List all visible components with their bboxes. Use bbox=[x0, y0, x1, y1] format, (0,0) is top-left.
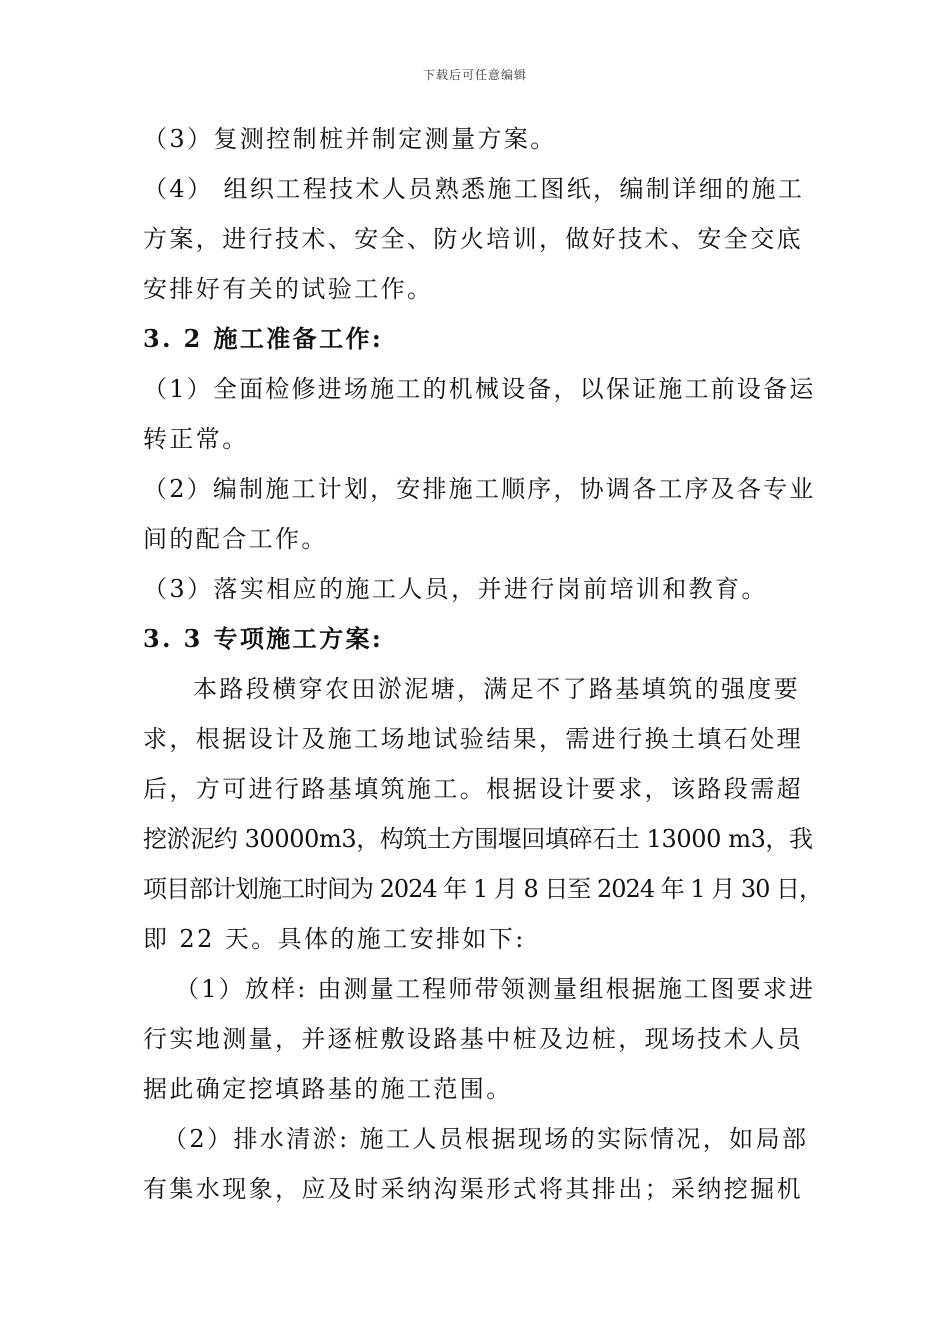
step-2-line-1: （2）排水清淤: 施工人员根据现场的实际情况，如局部 bbox=[163, 1125, 809, 1153]
section-3-2-heading: 3. 2 施工准备工作: bbox=[143, 324, 384, 353]
plan-paragraph-line-1: 本路段横穿农田淤泥塘，满足不了路基填筑的强度要 bbox=[193, 675, 801, 703]
prep-item-1-line-2: 转正常。 bbox=[143, 425, 249, 453]
prep-item-2-line-1: （2）编制施工计划，安排施工顺序，协调各工序及各专业 bbox=[143, 475, 816, 503]
plan-paragraph-line-2: 求，根据设计及施工场地试验结果，需进行换土填石处理 bbox=[143, 725, 803, 753]
item-3-survey: （3）复测控制桩并制定测量方案。 bbox=[143, 125, 557, 153]
plan-paragraph-line-3: 后，方可进行路基填筑施工。根据设计要求，该路段需超 bbox=[143, 775, 803, 803]
plan-paragraph-line-6: 即 22 天。具体的施工安排如下: bbox=[143, 925, 526, 953]
plan-paragraph-line-5: 项目部计划施工时间为 2024 年 1 月 8 日至 2024 年 1 月 30 日， bbox=[143, 875, 823, 903]
item-4-line-2: 方案，进行技术、安全、防火培训，做好技术、安全交底 bbox=[143, 225, 803, 253]
prep-item-3: （3）落实相应的施工人员，并进行岗前培训和教育。 bbox=[143, 575, 768, 603]
step-1-line-3: 据此确定挖填路基的施工范围。 bbox=[143, 1075, 513, 1103]
item-4-line-3: 安排好有关的试验工作。 bbox=[143, 275, 434, 303]
prep-item-2-line-2: 间的配合工作。 bbox=[143, 525, 328, 553]
prep-item-1-line-1: （1）全面检修进场施工的机械设备，以保证施工前设备运 bbox=[143, 375, 816, 403]
page-header: 下载后可任意编辑 bbox=[422, 68, 527, 82]
plan-paragraph-line-4: 挖淤泥约 30000m3，构筑土方围堰回填碎石土 13000 m3，我 bbox=[143, 825, 813, 853]
document-body bbox=[143, 114, 823, 1214]
step-1-line-1: （1）放样: 由测量工程师带领测量组根据施工图要求进 bbox=[175, 975, 816, 1003]
step-1-line-2: 行实地测量，并逐桩敷设路基中桩及边桩，现场技术人员 bbox=[143, 1025, 803, 1053]
item-4-line-1: （4） 组织工程技术人员熟悉施工图纸，编制详细的施工 bbox=[143, 175, 805, 203]
section-3-3-heading: 3. 3 专项施工方案: bbox=[143, 624, 384, 653]
step-2-line-2: 有集水现象，应及时采纳沟渠形式将其排出；采纳挖掘机 bbox=[143, 1175, 803, 1203]
